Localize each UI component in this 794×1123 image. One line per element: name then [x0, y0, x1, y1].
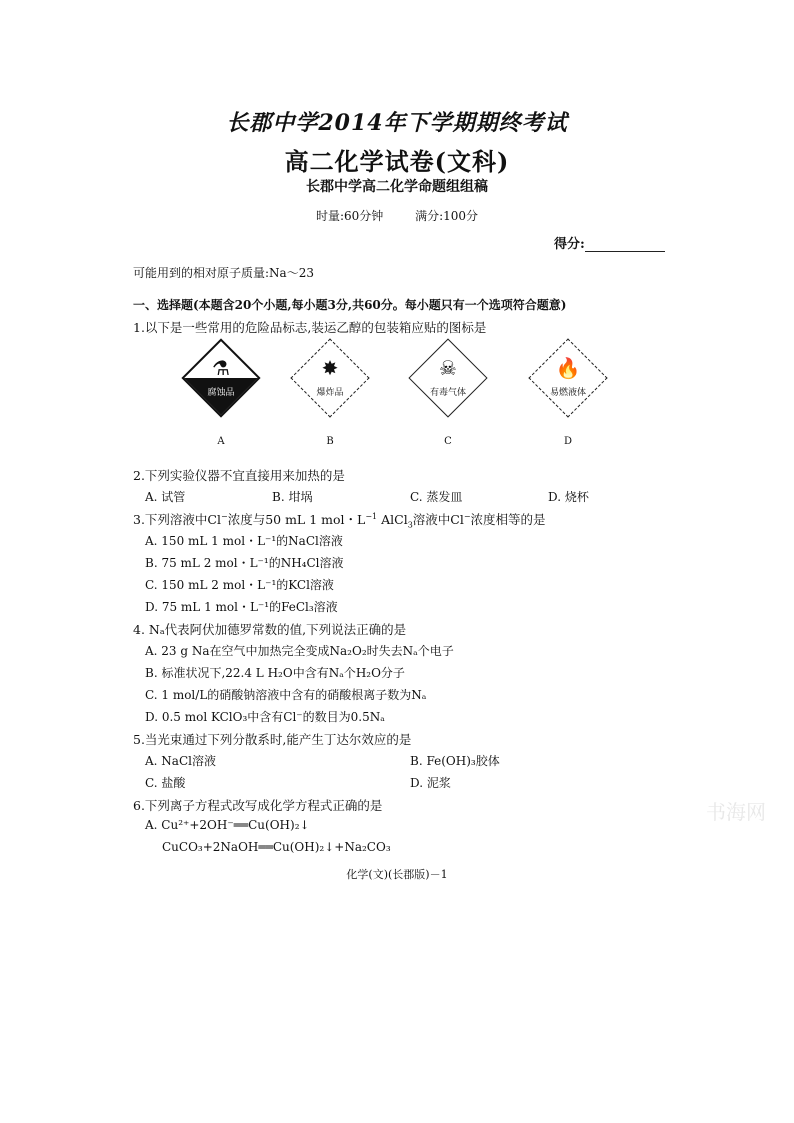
q4-option-c[interactable]: C. 1 mol/L的硝酸钠溶液中含有的硝酸根离子数为Nₐ — [145, 688, 427, 702]
watermark: 书海网 — [706, 800, 766, 824]
q2-option-a[interactable]: A. 试管 — [145, 490, 186, 504]
sign-letter: C — [444, 436, 452, 447]
q6-option-a-molecular: CuCO₃+2NaOH══Cu(OH)₂↓+Na₂CO₃ — [162, 840, 391, 854]
q3-option-d[interactable]: D. 75 mL 1 mol・L⁻¹的FeCl₃溶液 — [145, 600, 338, 614]
q5-option-a[interactable]: A. NaCl溶液 — [145, 754, 216, 768]
hazard-sign-c — [408, 338, 488, 418]
q5-option-c[interactable]: C. 盐酸 — [145, 776, 186, 790]
q2-stem: 2.下列实验仪器不宜直接用来加热的是 — [133, 468, 345, 483]
hazard-sign-b — [290, 338, 370, 418]
q6-option-a-ionic[interactable]: A. Cu²⁺+2OH⁻══Cu(OH)₂↓ — [145, 818, 310, 832]
q3-stem: 3.下列溶液中Cl−浓度与50 mL 1 mol・$L^{-1}$ AlCl$_3$溶液中Cl−浓度相等的是 — [133, 511, 546, 530]
q1-stem: 1.以下是一些常用的危险品标志,装运乙醇的包装箱应贴的图标是 — [133, 320, 487, 335]
q2-option-b[interactable]: B. 坩埚 — [272, 490, 313, 504]
skull-icon: ☠ — [439, 356, 457, 380]
q2-option-c[interactable]: C. 蒸发皿 — [410, 490, 463, 504]
q4-option-a[interactable]: A. 23 g Na在空气中加热完全变成Na₂O₂时失去Nₐ个电子 — [145, 644, 454, 658]
sign-label: 爆炸品 — [316, 388, 344, 398]
hazard-signs-figure — [178, 338, 622, 456]
score-field — [554, 233, 665, 252]
sign-letter: A — [217, 436, 225, 447]
q4-option-b[interactable]: B. 标准状况下,22.4 L H₂O中含有Nₐ个H₂O分子 — [145, 666, 405, 680]
q6-stem: 6.下列离子方程式改写成化学方程式正确的是 — [133, 798, 383, 813]
hazard-sign-d — [528, 338, 608, 418]
flame-icon: 🔥 — [555, 356, 581, 380]
q5-stem: 5.当光束通过下列分散系时,能产生丁达尔效应的是 — [133, 732, 412, 747]
q5-option-d[interactable]: D. 泥浆 — [410, 776, 451, 790]
q3-option-b[interactable]: B. 75 mL 2 mol・L⁻¹的NH₄Cl溶液 — [145, 556, 344, 570]
compiler-line: 长郡中学高二化学命题组组稿 — [306, 179, 488, 195]
full-score: 满分:100分 — [415, 209, 479, 223]
score-blank[interactable] — [585, 237, 665, 252]
q3-option-c[interactable]: C. 150 mL 2 mol・L⁻¹的KCl溶液 — [145, 578, 334, 592]
q2-option-d[interactable]: D. 烧杯 — [548, 490, 589, 504]
q3-option-a[interactable]: A. 150 mL 1 mol・L⁻¹的NaCl溶液 — [145, 534, 343, 548]
page-footer: 化学(文)(长郡版)－1 — [346, 868, 448, 881]
sign-letter: D — [563, 436, 573, 447]
sign-label: 易燃液体 — [549, 388, 586, 398]
q4-option-d[interactable]: D. 0.5 mol KClO₃中含有Cl⁻的数目为0.5Nₐ — [145, 710, 385, 724]
sign-label: 腐蚀品 — [207, 388, 235, 398]
paper-title: 高二化学试卷(文科) — [284, 147, 510, 176]
section-heading: 一、选择题(本题含20个小题,每小题3分,共60分。每小题只有一个选项符合题意) — [133, 298, 567, 312]
score-label: 得分: — [554, 237, 585, 252]
sign-letter: B — [326, 436, 334, 447]
q5-option-b[interactable]: B. Fe(OH)₃胶体 — [410, 754, 500, 768]
q4-stem: 4. Nₐ代表阿伏加德罗常数的值,下列说法正确的是 — [133, 622, 407, 637]
sign-label: 有毒气体 — [429, 388, 466, 398]
exam-time: 时量:60分钟 — [315, 209, 384, 223]
atomic-mass-note: 可能用到的相对原子质量:Na～23 — [133, 266, 314, 280]
time-score-line — [0, 207, 794, 224]
corrosive-icon: ⚗ — [212, 356, 230, 380]
school-exam-title: 长郡中学2014年下学期期终考试 — [226, 110, 568, 136]
explosive-icon: ✸ — [321, 356, 339, 380]
hazard-sign-a — [181, 338, 261, 418]
